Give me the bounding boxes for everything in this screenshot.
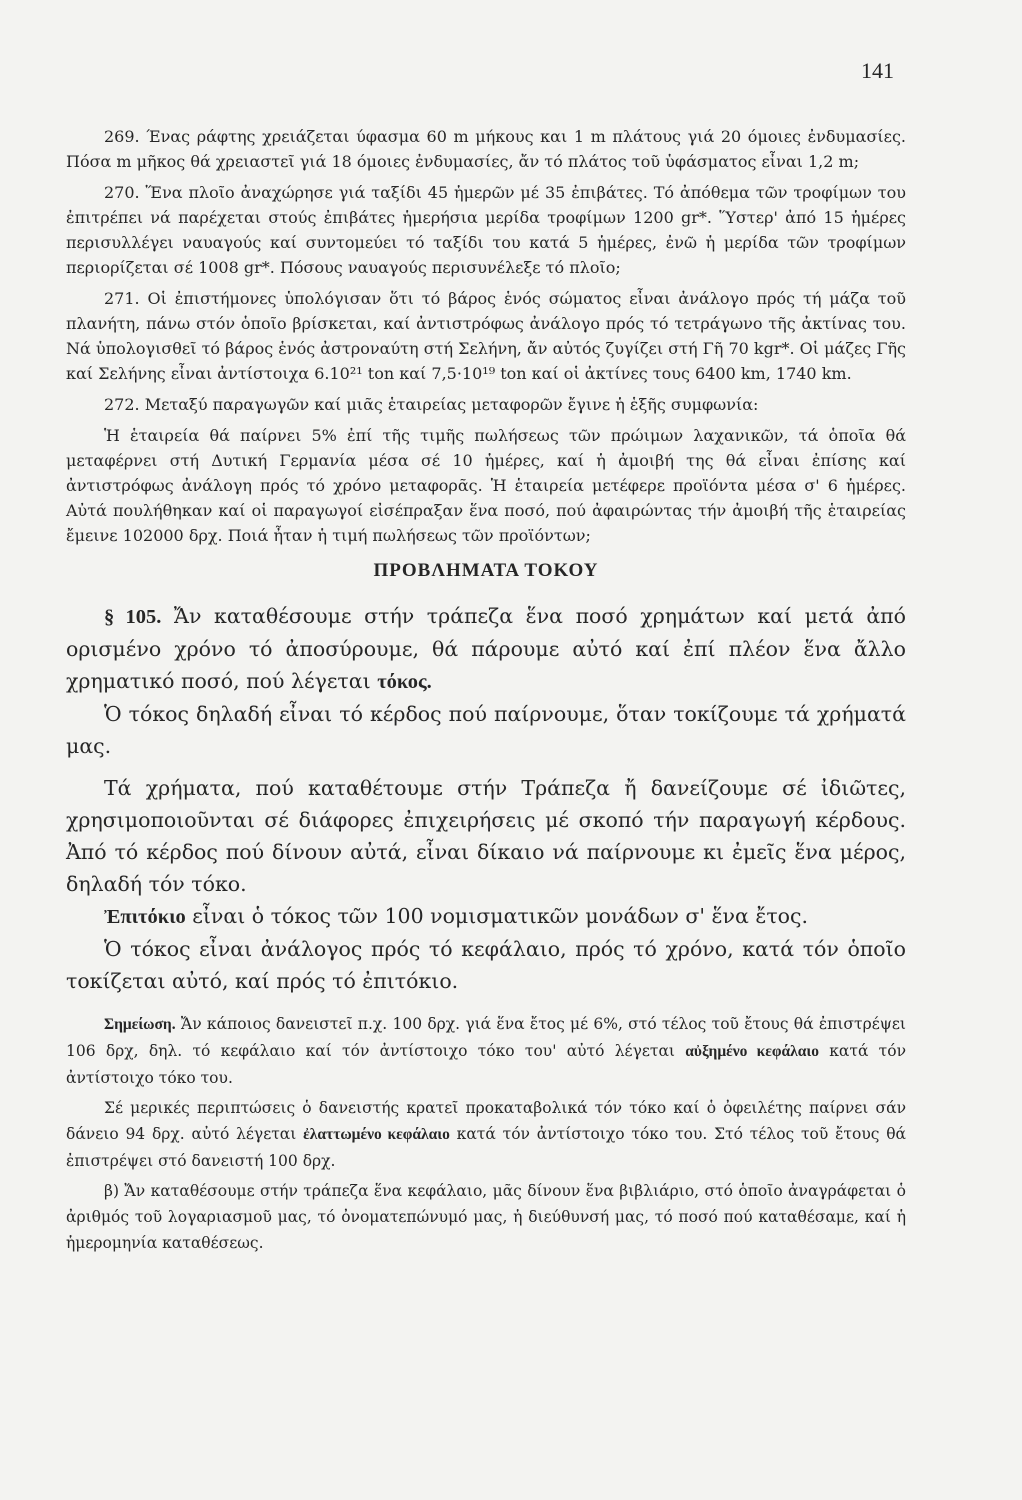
section-heading: ΠΡΟΒΛΗΜΑΤΑ ΤΟΚΟΥ <box>373 560 599 581</box>
page-number: 141 <box>861 58 894 83</box>
section-number: § 105. <box>104 606 162 628</box>
problem-272-intro: 272. Μεταξύ παραγωγῶν καί μιᾶς ἑταιρείας μεταφορῶν ἔγινε ἡ ἑξῆς συμφωνία: <box>104 395 759 414</box>
section-105 <box>66 600 906 698</box>
rate-definition-text: εἶναι ὁ τόκος τῶν 100 νομισματικῶν μονάδων σ' ἕνα ἔτος. <box>192 904 808 928</box>
note-label: Σημείωση. <box>104 1016 176 1033</box>
problem-270: 270. Ἕνα πλοῖο ἀναχώρησε γιά ταξίδι 45 ἡμερῶν μέ 35 ἐπιβάτες. Τό ἀπόθεμα τῶν τροφίμων του ἐπιτρέπει νά παρέχεται στούς ἐπιβάτες ἡμερήσια μερίδα τροφίμων 1200 gr*. Ὕστερ' ἀπό 15 ἡμέρες περισυλλέγει ναυαγούς καί συντομεύει τό ταξίδι του κατά 5 ἡμέρες, ἐνῶ ἡ μερίδα τῶν τροφίμων περιορίζεται σέ 1008 gr*. Πόσους ναυαγούς περισυνέλεξε τό πλοῖο; <box>66 183 906 277</box>
note-para2-after: κατά τόν ἀντίστοιχο τόκο του. Στό τέλος τοῦ ἔτους θά ἐπιστρέψει στό δανειστή 100 δρχ. <box>66 1125 907 1170</box>
note-text-before: Ἄν κάποιος δανειστεῖ π.χ. 100 δρχ. γιά ἕνα ἔτος μέ 6%, στό τέλος τοῦ ἔτους θά ἐπιστρέψει 106 δρχ, δηλ. τό κεφάλαιο καί τόν ἀντίστοιχο τόκο του' αὐτό λέγεται <box>66 1015 906 1060</box>
term-interest: τόκος. <box>377 671 432 693</box>
term-rate: Ἐπιτόκιο <box>104 906 186 928</box>
problem-272-body: Ἡ ἑταιρεία θά παίρνει 5% ἐπί τῆς τιμῆς πωλήσεως τῶν πρώιμων λαχανικῶν, τά ὁποῖα θά μεταφέρνει στή Δυτική Γερμανία μέσα σέ 10 ἡμέρες, καί ἡ ἀμοιβή της θά εἶναι ἐπίσης καί ἀντιστρόφως ἀνάλογη πρός τό χρόνο μεταφορᾶς. Ἡ ἑταιρεία μετέφερε προϊόντα μέσα σ' 6 ἡμέρες. Αὐτά πουλήθηκαν καί οἱ παραγωγοί εἰσέπραξαν ἕνα ποσό, πού ἀφαιρώντας τήν ἀμοιβή τῆς ἑταιρείας ἔμεινε 102000 δρχ. Ποιά ἦταν ἡ τιμή πωλήσεως τῶν προϊόντων; <box>66 426 906 545</box>
proportionality-paragraph: Ὁ τόκος εἶναι ἀνάλογος πρός τό κεφάλαιο, πρός τό χρόνο, κατά τόν ὁποῖο τοκίζεται αὐτό, καί πρός τό ἐπιτόκιο. <box>66 937 906 993</box>
rate-definition <box>66 900 906 933</box>
note-paragraph <box>66 1011 906 1091</box>
problems-block <box>66 124 906 1260</box>
problem-271: 271. Οἱ ἐπιστήμονες ὑπολόγισαν ὅτι τό βάρος ἑνός σώματος εἶναι ἀνάλογο πρός τή μάζα τοῦ πλανήτη, πάνω στόν ὁποῖο βρίσκεται, καί ἀντιστρόφως ἀνάλογο πρός τό τετράγωνο τῆς ἀκτίνας του. Νά ὑπολογισθεῖ τό βάρος ἑνός ἀστροναύτη στή Σελήνη, ἄν αὐτός ζυγίζει στή Γῆ 70 kgr*. Οἱ μάζες Γῆς καί Σελήνης εἶναι ἀντίστοιχα 6.10²¹ ton καί 7,5·10¹⁹ ton καί οἱ ἀκτίνες τους 6400 km, 1740 km. <box>66 289 906 383</box>
term-increased-capital: αὐξημένο κεφάλαιο <box>685 1043 819 1060</box>
money-usage-paragraph: Τά χρήματα, πού καταθέτουμε στήν Τράπεζα ἤ δανείζουμε σέ ἰδιῶτες, χρησιμοποιοῦνται σέ διάφορες ἐπιχειρήσεις μέ σκοπό τήν παραγωγή κέρδους. Ἀπό τό κέρδος πού δίνουν αὐτά, εἶναι δίκαιο νά παίρνουμε κι ἐμεῖς ἕνα μέρος, δηλαδή τόν τόκο. <box>66 776 906 896</box>
note-paragraph-3: β) Ἄν καταθέσουμε στήν τράπεζα ἕνα κεφάλαιο, μᾶς δίνουν ἕνα βιβλιάριο, στό ὁποῖο ἀναγράφεται ὁ ἀριθμός τοῦ λογαριασμοῦ μας, τό ὀνοματεπώνυμό μας, ἡ διεύθυνσή μας, τό ποσό πού καταθέσαμε, καί ἡ ἡμερομηνία καταθέσεως. <box>66 1182 906 1252</box>
interest-definition: Ὁ τόκος δηλαδή εἶναι τό κέρδος πού παίρνουμε, ὅταν τοκίζουμε τά χρήματά μας. <box>66 702 906 758</box>
section-105-text: Ἄν καταθέσουμε στήν τράπεζα ἕνα ποσό χρημάτων καί μετά ἀπό ορισμένο χρόνο τό ἀποσύρουμε, θά πάρουμε αὐτό καί ἐπί πλέον ἕνα ἄλλο χρηματικό ποσό, πού λέγεται <box>66 604 906 693</box>
problem-269: 269. Ένας ράφτης χρειάζεται ύφασμα 60 m μήκους και 1 m πλάτους γιά 20 όμοιες ἐνδυμασίες. Πόσα m μῆκος θά χρειαστεῖ γιά 18 όμοιες ἐνδυμασίες, ἄν τό πλάτος τοῦ ὑφάσματος εἶναι 1,2 m; <box>66 127 906 171</box>
note-paragraph-2 <box>66 1095 906 1174</box>
term-decreased-capital: ἐλαττωμένο κεφάλαιο <box>303 1126 450 1143</box>
note-text-after: κατά τόν ἀντίστοιχο τόκο του. <box>66 1042 907 1087</box>
note-para2-before: Σέ μερικές περιπτώσεις ὁ δανειστής κρατεῖ προκαταβολικά τόν τόκο καί ὁ ὀφειλέτης παίρνει σάν δάνειο 94 δρχ. αὐτό λέγεται <box>66 1099 906 1143</box>
